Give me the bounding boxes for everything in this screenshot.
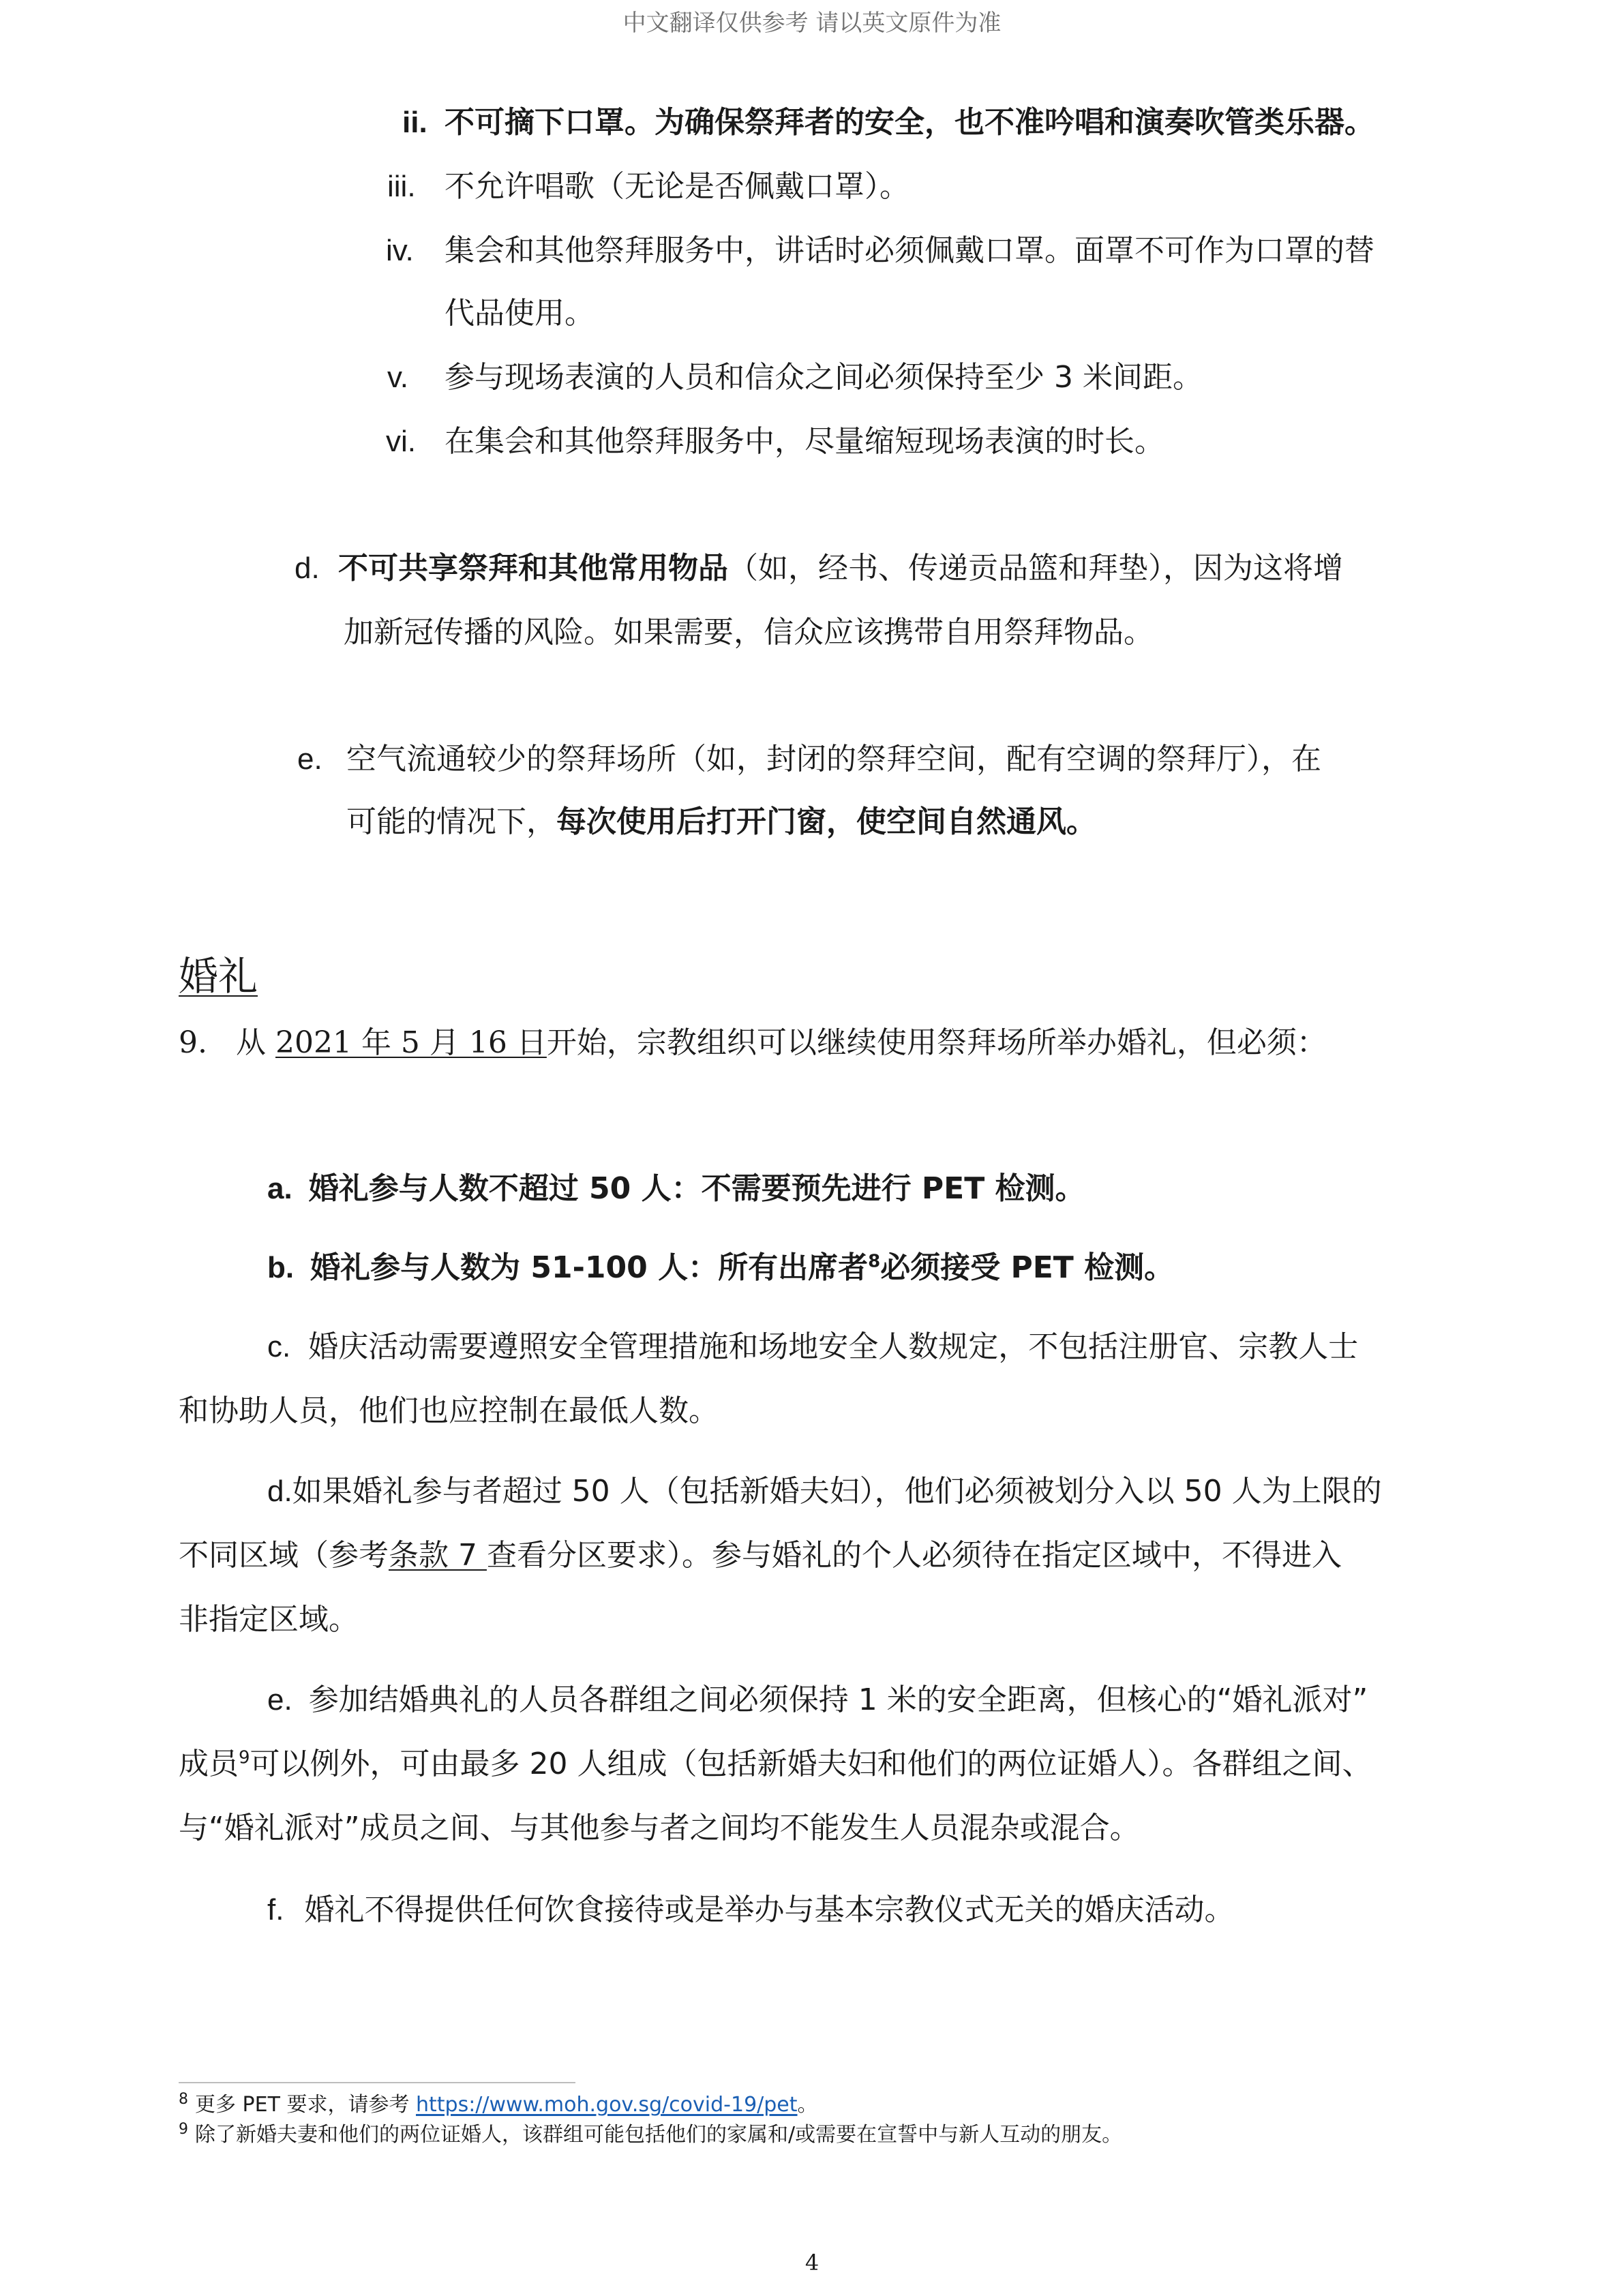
wedding-c-text: 婚庆活动需要遵照安全管理措施和场地安全人数规定，不包括注册官、宗教人士 bbox=[308, 1329, 1359, 1364]
wedding-item-d-line1 bbox=[267, 1471, 1382, 1512]
item-e-line2 bbox=[346, 802, 1096, 843]
wedding-a-marker: a. bbox=[267, 1172, 292, 1205]
list-marker-iii: iii. bbox=[387, 170, 416, 203]
wedding-b-text-after: 必须接受 PET 检测。 bbox=[880, 1250, 1175, 1285]
list-item-iv-line2: 代品使用。 bbox=[445, 296, 595, 331]
footnote-ref-8: 8 bbox=[868, 1251, 881, 1272]
footnote-8-text: 更多 PET 要求，请参考 bbox=[195, 2093, 416, 2117]
paragraph-9-prefix: 从 bbox=[235, 1025, 275, 1060]
list-marker-vi: vi. bbox=[386, 425, 416, 458]
paragraph-9-number: 9. bbox=[179, 1025, 207, 1060]
footnote-9-mark: 9 bbox=[179, 2121, 188, 2138]
item-d-marker: d. bbox=[295, 552, 320, 585]
list-item-ii: 不可摘下口罩。为确保祭拜者的安全，也不准吟唱和演奏吹管类乐器。 bbox=[445, 105, 1374, 140]
page-number: 4 bbox=[805, 2250, 819, 2276]
wedding-item-d-line3: 非指定区域。 bbox=[179, 1602, 359, 1637]
list-marker-v: v. bbox=[387, 361, 408, 394]
wedding-e-line2-before: 成员 bbox=[179, 1747, 239, 1781]
wedding-item-e-line3: 与“婚礼派对”成员之间、与其他参与者之间均不能发生人员混杂或混合。 bbox=[179, 1811, 1140, 1845]
footnote-ref-9: 9 bbox=[239, 1747, 250, 1768]
wedding-e-line2-after: 可以例外，可由最多 20 人组成（包括新婚夫妇和他们的两位证婚人）。各群组之间、 bbox=[250, 1747, 1372, 1781]
paragraph-9 bbox=[179, 1023, 1327, 1063]
wedding-f-text: 婚礼不得提供任何饮食接待或是举办与基本宗教仪式无关的婚庆活动。 bbox=[304, 1892, 1235, 1927]
section-title-wedding: 婚礼 bbox=[179, 953, 258, 999]
item-e-normal: 可能的情况下， bbox=[346, 804, 556, 839]
item-e-bold: 每次使用后打开门窗，使空间自然通风。 bbox=[556, 804, 1096, 839]
wedding-e-text: 参加结婚典礼的人员各群组之间必须保持 1 米的安全距离，但核心的“婚礼派对” bbox=[308, 1682, 1368, 1717]
list-marker-ii: ii. bbox=[402, 106, 427, 139]
wedding-d-marker: d. bbox=[267, 1475, 292, 1508]
wedding-d-line2-before: 不同区域（参考 bbox=[179, 1538, 389, 1573]
wedding-item-b bbox=[267, 1248, 1174, 1288]
wedding-b-marker: b. bbox=[267, 1251, 295, 1284]
clause-7-link[interactable]: 条款 7 bbox=[389, 1538, 487, 1573]
paragraph-9-suffix: 开始，宗教组织可以继续使用祭拜场所举办婚礼，但必须： bbox=[546, 1025, 1327, 1060]
wedding-item-f bbox=[267, 1890, 1234, 1931]
item-d-line1 bbox=[338, 548, 1343, 589]
list-item-iv-line1: 集会和其他祭拜服务中，讲话时必须佩戴口罩。面罩不可作为口罩的替 bbox=[445, 233, 1374, 268]
wedding-d-line2-after: 查看分区要求）。参与婚礼的个人必须待在指定区域中，不得进入 bbox=[486, 1538, 1342, 1573]
footnote-8-link[interactable]: https://www.moh.gov.sg/covid-19/pet bbox=[415, 2093, 798, 2117]
wedding-item-e-line1 bbox=[267, 1680, 1368, 1721]
wedding-item-c-line2: 和协助人员，他们也应控制在最低人数。 bbox=[179, 1393, 719, 1428]
wedding-item-e-line2 bbox=[179, 1744, 1372, 1785]
item-d-line2: 加新冠传播的风险。如果需要，信众应该携带自用祭拜物品。 bbox=[344, 615, 1154, 650]
list-marker-iv: iv. bbox=[386, 234, 414, 267]
page-header: 中文翻译仅供参考 请以英文原件为准 bbox=[622, 10, 1002, 37]
wedding-item-d-line2 bbox=[179, 1535, 1342, 1576]
wedding-b-text-before: 婚礼参与人数为 51-100 人：所有出席者 bbox=[310, 1250, 869, 1285]
item-e-line1: 空气流通较少的祭拜场所（如，封闭的祭拜空间，配有空调的祭拜厅），在 bbox=[346, 742, 1321, 776]
wedding-item-c-line1 bbox=[267, 1327, 1358, 1368]
item-d-bold: 不可共享祭拜和其他常用物品 bbox=[338, 551, 728, 586]
wedding-e-marker: e. bbox=[267, 1683, 292, 1717]
wedding-d-text: 如果婚礼参与者超过 50 人（包括新婚夫妇），他们必须被划分入以 50 人为上限的 bbox=[292, 1474, 1382, 1509]
footnote-8 bbox=[179, 2091, 818, 2119]
item-e-marker: e. bbox=[297, 742, 322, 776]
list-item-iii: 不允许唱歌（无论是否佩戴口罩）。 bbox=[445, 169, 909, 204]
wedding-item-a bbox=[267, 1168, 1085, 1209]
wedding-a-text: 婚礼参与人数不超过 50 人：不需要预先进行 PET 检测。 bbox=[308, 1171, 1085, 1206]
item-d-rest: （如，经书、传递贡品篮和拜垫），因为这将增 bbox=[728, 551, 1343, 586]
wedding-c-marker: c. bbox=[267, 1330, 291, 1363]
list-item-v: 参与现场表演的人员和信众之间必须保持至少 3 米间距。 bbox=[445, 360, 1203, 395]
footnote-9-text: 除了新婚夫妻和他们的两位证婚人，该群组可能包括他们的家属和/或需要在宣誓中与新人互动的朋友。 bbox=[195, 2123, 1123, 2147]
wedding-f-marker: f. bbox=[267, 1893, 284, 1927]
footnote-separator bbox=[179, 2082, 575, 2083]
footnote-9 bbox=[179, 2121, 1122, 2149]
footnote-8-mark: 8 bbox=[179, 2091, 188, 2108]
footnote-8-end: 。 bbox=[797, 2093, 818, 2117]
paragraph-9-date: 2021 年 5 月 16 日 bbox=[275, 1025, 547, 1060]
list-item-vi: 在集会和其他祭拜服务中，尽量缩短现场表演的时长。 bbox=[445, 424, 1164, 459]
